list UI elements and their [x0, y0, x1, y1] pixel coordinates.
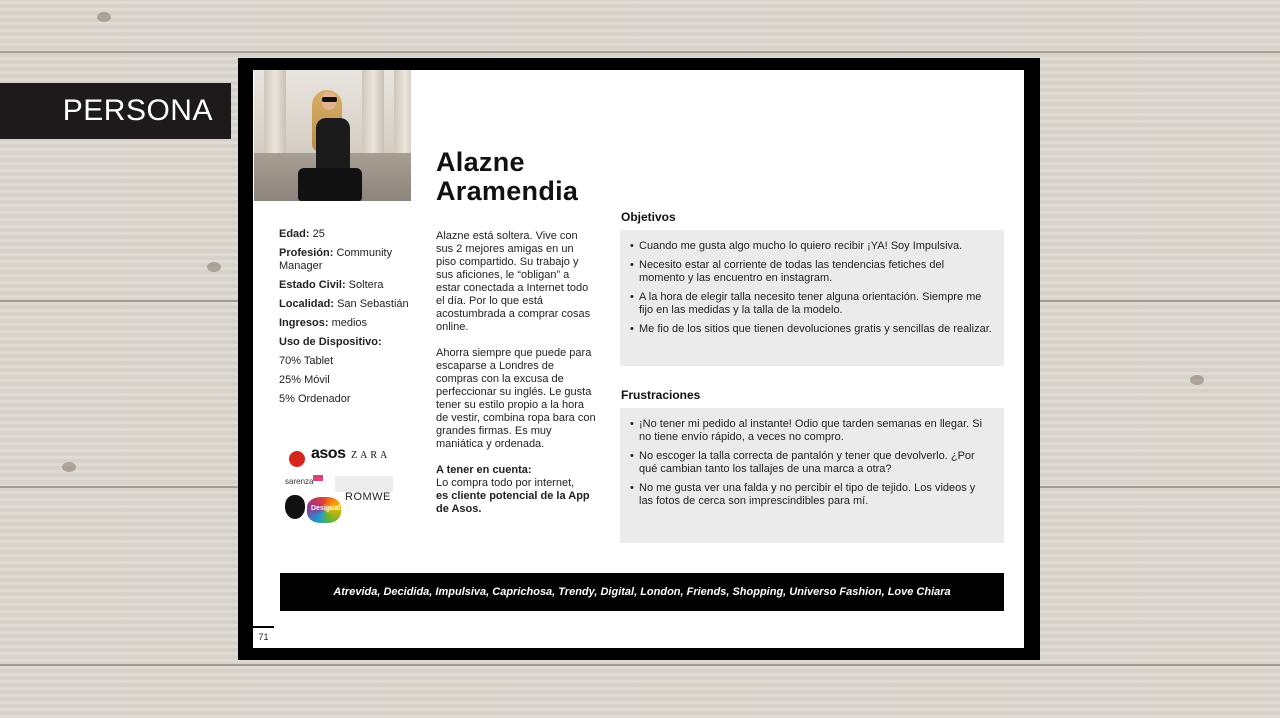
frustraciones-box: [620, 408, 1004, 543]
frustracion-item: • ¡No tener mi pedido al instante! Odio que tarden semanas en llegar. Si no tiene envío rápido, a veces no compro.: [630, 418, 992, 444]
sarenza-logo: sarenza: [285, 477, 314, 486]
apple-logo-icon: [285, 495, 305, 519]
objetivo-item: • Necesito estar al corriente de todas las tendencias fetiches del momento y las encuentro en instagram.: [630, 259, 992, 285]
zara-logo: ZARA: [351, 450, 391, 461]
desigual-logo: Desigual: [311, 505, 341, 512]
persona-facts: [279, 228, 419, 412]
script-logo-box: [335, 476, 393, 492]
fact-edad: Edad: 25: [279, 228, 325, 240]
wood-knot: [1190, 375, 1204, 385]
persona-page: [253, 70, 1024, 648]
device-item: 25% Móvil: [279, 374, 330, 386]
page-number: 71: [253, 626, 274, 642]
banner-title: PERSONA: [62, 94, 213, 127]
lazada-logo-icon: [289, 451, 305, 467]
brand-logos: [283, 447, 398, 529]
bio-note: [436, 464, 596, 516]
pink-tag-icon: [313, 475, 323, 481]
bio-note-text: Lo compra todo por internet,: [436, 477, 575, 489]
persona-banner: [0, 83, 231, 139]
bio-note-title: A tener en cuenta:: [436, 464, 532, 476]
wood-knot: [97, 12, 111, 22]
fact-estado-civil: Estado Civil: Soltera: [279, 279, 384, 291]
frustraciones-title: Frustraciones: [621, 388, 701, 402]
romwe-logo: ROMWE: [345, 491, 391, 503]
asos-logo: asos: [311, 445, 346, 462]
frustracion-item: • No escoger la talla correcta de pantalón y tener que devolverlo. ¿Por qué cambian tanto los tallajes de una marca a otra?: [630, 450, 992, 476]
persona-photo: [254, 70, 411, 201]
persona-bio: [436, 230, 596, 516]
objetivo-item: • A la hora de elegir talla necesito tener alguna orientación. Siempre me fijo en las medidas y la talla de la modelo.: [630, 291, 992, 317]
frustracion-item: • No me gusta ver una falda y no percibir el tipo de tejido. Los videos y las fotos de cerca son imprescindibles para mí.: [630, 482, 992, 508]
objetivo-item: • Me fio de los sitios que tienen devoluciones gratis y sencillas de realizar.: [630, 323, 992, 336]
device-item: 5% Ordenador: [279, 393, 351, 405]
objetivo-item: • Cuando me gusta algo mucho lo quiero recibir ¡YA! Soy Impulsiva.: [630, 240, 992, 253]
objetivos-box: [620, 230, 1004, 366]
fact-profesion: Profesión: Community Manager: [279, 247, 393, 272]
device-item: 70% Tablet: [279, 355, 334, 367]
fact-ingresos: Ingresos: medios: [279, 317, 368, 329]
bio-paragraph: Ahorra siempre que puede para escaparse a Londres de compras con la excusa de perfeccionar su inglés. Le gusta tener su estilo propio a la hora de vestir, combina ropa bara con grandes firmas. Es muy maniática y ordenada.: [436, 347, 596, 450]
objetivos-title: Objetivos: [621, 210, 676, 224]
bio-note-bold: es cliente potencial de la App de Asos.: [436, 490, 590, 515]
wood-knot: [62, 462, 76, 472]
persona-last-name: Aramendia: [436, 176, 579, 206]
keywords-bar: [280, 573, 1004, 611]
fact-localidad: Localidad: San Sebastián: [279, 298, 409, 310]
wood-knot: [207, 262, 221, 272]
persona-name: [436, 148, 578, 206]
fact-uso-dispositivo: Uso de Dispositivo:: [279, 336, 382, 348]
persona-first-name: Alazne: [436, 147, 525, 177]
bio-paragraph: Alazne está soltera. Vive con sus 2 mejores amigas en un piso compartido. Su trabajo y sus aficiones, le “obligan” a estar conectada a Internet todo el día. Por lo que está acostumbrada a comprar cosas online.: [436, 230, 591, 333]
keywords-text: Atrevida, Decidida, Impulsiva, Caprichosa, Trendy, Digital, London, Friends, Shopping, Universo Fashion, Love Chiara: [333, 586, 951, 598]
